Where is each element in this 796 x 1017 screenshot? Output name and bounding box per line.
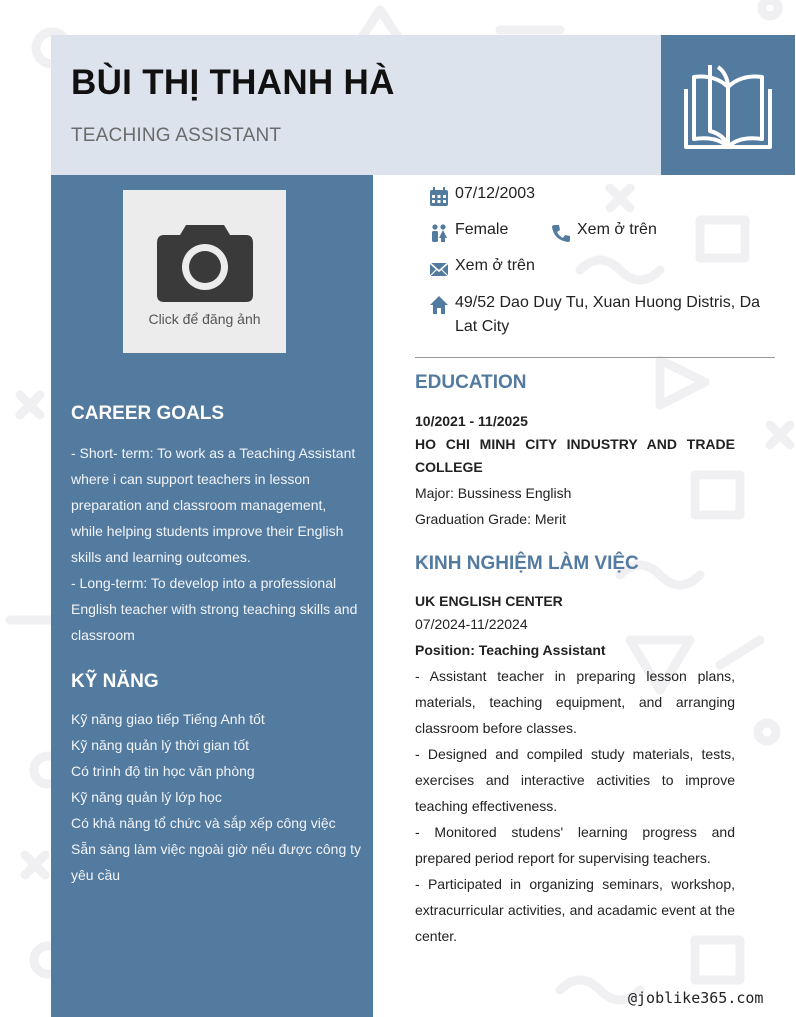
profile-photo-upload[interactable] (123, 190, 286, 353)
birthday-row (415, 185, 775, 221)
education-grade: Graduation Grade: Merit (415, 511, 566, 527)
education-major: Major: Bussiness English (415, 485, 572, 501)
school-name: HO CHI MINH CITY INDUSTRY AND TRADE COLLEGE (415, 436, 735, 475)
position-title: Position: Teaching Assistant (415, 642, 606, 658)
skill-item: Có khả năng tổ chức và sắp xếp công việc (71, 815, 336, 831)
envelope-icon (429, 259, 449, 279)
skills-heading: KỸ NĂNG (71, 671, 159, 692)
birthday-value: 07/12/2003 (455, 185, 536, 202)
address-value: 49/52 Dao Duy Tu, Xuan Huong Distris, Da Lat City (455, 294, 761, 335)
gender-value: Female (455, 221, 509, 238)
skill-item: Kỹ năng quản lý lớp học (71, 789, 222, 805)
camera-icon (156, 217, 254, 303)
site-watermark: @joblike365.com (628, 989, 764, 1007)
gender-icon (429, 223, 449, 243)
career-goals-heading: CAREER GOALS (71, 403, 225, 424)
short-term-goal: - Short- term: To work as a Teaching Assistant where i can support teachers in lesson preparation and classroom management, while helping students improve their English skills and learning outcomes. (71, 445, 356, 565)
duty-item: - Participated in organizing seminars, workshop, extracurricular activities, and acadamic event at the center. (415, 876, 735, 944)
left-sidebar (51, 175, 373, 1017)
education-period: 10/2021 - 11/2025 (415, 413, 528, 429)
calendar-icon (429, 187, 449, 207)
duty-item: - Assistant teacher in preparing lesson plans, materials, teaching equipment, and arranging classroom before classes. (415, 668, 735, 736)
skills-list (71, 706, 361, 888)
skill-item: Kỹ năng quản lý thời gian tốt (71, 737, 250, 753)
phone-value: Xem ở trên (577, 221, 657, 238)
education-section (415, 410, 735, 532)
email-row (415, 257, 775, 293)
skill-item: Sẵn sàng làm việc ngoài giờ nếu được công ty yêu cầu (71, 841, 362, 883)
open-book-icon (680, 57, 776, 153)
duty-item: - Monitored studens' learning progress and prepared period report for supervising teachers. (415, 824, 735, 866)
photo-caption: Click để đăng ảnh (148, 310, 261, 327)
contact-info (415, 185, 775, 339)
job-title: TEACHING ASSISTANT (71, 125, 282, 146)
skill-item: Kỹ năng giao tiếp Tiếng Anh tốt (71, 711, 265, 727)
long-term-goal: - Long-term: To develop into a professional English teacher with strong teaching skills and classroom (71, 575, 358, 643)
skill-item: Có trình độ tin học văn phòng (71, 763, 255, 779)
duty-item: - Designed and compiled study materials, tests, exercises and interactive activities to improve teaching effectiveness. (415, 746, 735, 814)
gender-phone-row (415, 221, 775, 257)
address-row (415, 293, 775, 339)
email-value: Xem ở trên (455, 257, 535, 274)
candidate-name: BÙI THỊ THANH HÀ (71, 63, 395, 102)
education-heading: EDUCATION (415, 372, 527, 393)
home-icon (429, 295, 449, 315)
phone-icon (551, 223, 571, 243)
header-banner (51, 35, 661, 175)
logo-box (661, 35, 795, 175)
career-goals-text (71, 440, 361, 648)
experience-heading: KINH NGHIỆM LÀM VIỆC (415, 553, 639, 574)
experience-period: 07/2024-11/22024 (415, 616, 528, 632)
experience-section (415, 590, 735, 949)
section-divider (415, 357, 775, 358)
company-name: UK ENGLISH CENTER (415, 593, 563, 609)
